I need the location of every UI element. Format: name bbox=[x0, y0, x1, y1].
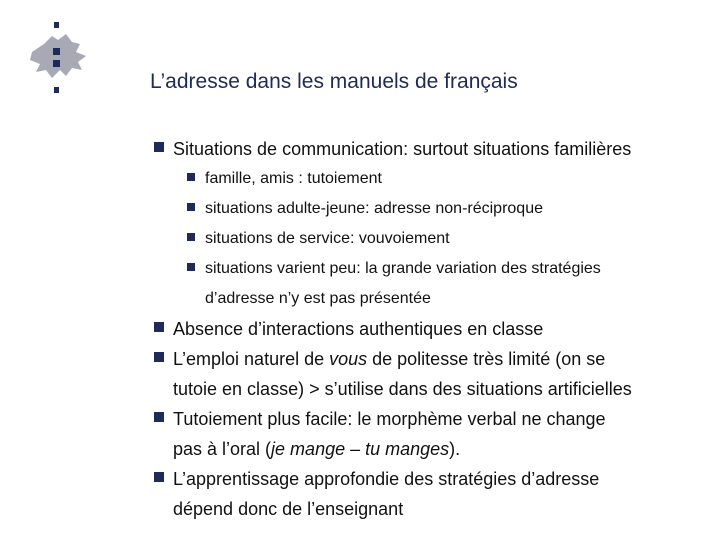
list-item: L’apprentissage approfondie des stratégies d’adresse dépend donc de l’enseignant bbox=[153, 464, 713, 524]
university-logo-icon bbox=[22, 22, 92, 96]
square-bullet-icon bbox=[154, 142, 164, 152]
list-item: situations adulte-jeune: adresse non-réciproque bbox=[153, 194, 713, 224]
square-bullet-icon bbox=[187, 263, 195, 271]
square-bullet-icon bbox=[187, 173, 195, 181]
bullet-list bbox=[153, 134, 713, 524]
square-bullet-icon bbox=[154, 352, 164, 362]
list-item: situations de service: vouvoiement bbox=[153, 224, 713, 254]
square-bullet-icon bbox=[154, 472, 164, 482]
square-bullet-icon bbox=[187, 203, 195, 211]
square-bullet-icon bbox=[154, 322, 164, 332]
list-item: famille, amis : tutoiement bbox=[153, 164, 713, 194]
square-bullet-icon bbox=[154, 412, 164, 422]
list-item: situations varient peu: la grande variation des stratégies d’adresse n’y est pas présentée bbox=[153, 254, 713, 314]
list-item: Absence d’interactions authentiques en classe bbox=[153, 314, 713, 344]
slide-title: L’adresse dans les manuels de français bbox=[150, 70, 518, 93]
square-bullet-icon bbox=[187, 233, 195, 241]
list-item: L’emploi naturel de vous de politesse très limité (on se tutoie en classe) > s’utilise dans des situations artificielles bbox=[153, 344, 713, 404]
list-item: Tutoiement plus facile: le morphème verbal ne change pas à l’oral (je mange – tu manges). bbox=[153, 404, 713, 464]
list-item: Situations de communication: surtout situations familières bbox=[153, 134, 713, 164]
